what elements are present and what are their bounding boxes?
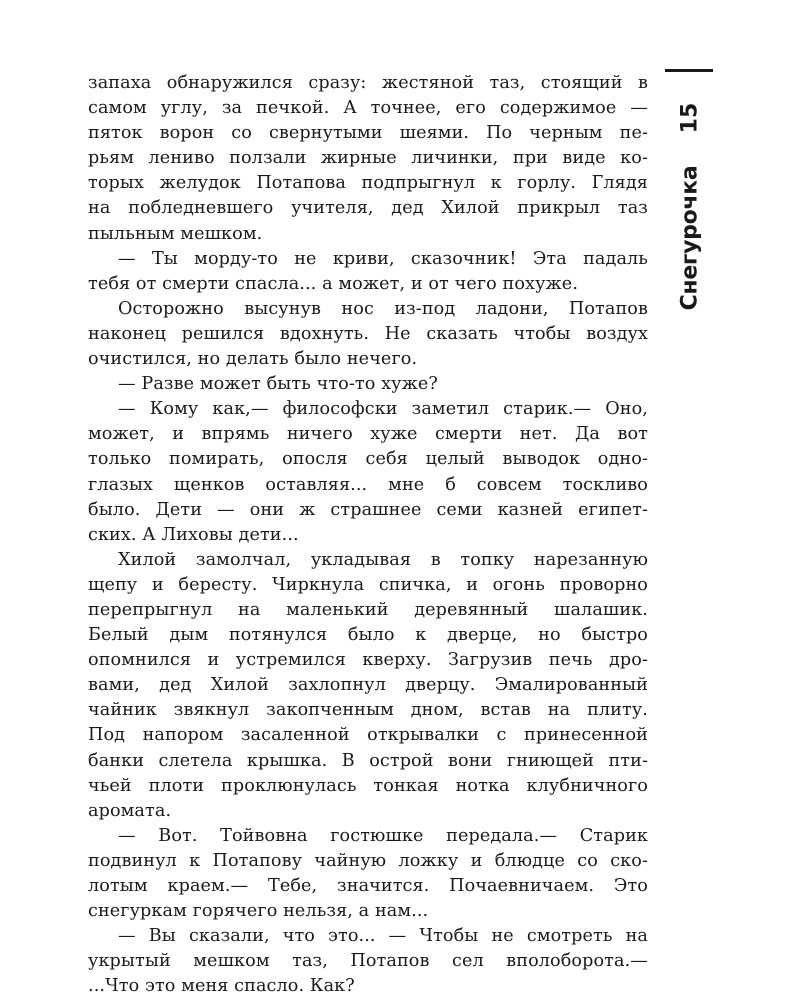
text-line: Под напором засаленной открывалки с принесенной [88,725,648,746]
text-line: пяток ворон со свернутыми шеями. По черным пе- [88,123,648,144]
text-line: на побледневшего учителя, дед Хилой прикрыл таз [88,198,648,219]
text-line: — Кому как,— философски заметил старик.— Оно, [118,399,648,420]
text-line: пыльным мешком. [88,223,263,244]
text-line: рьям лениво ползали жирные личинки, при виде ко- [88,148,648,169]
text-line: было. Дети — они ж страшнее семи казней египет- [88,499,648,520]
text-line: только помирать, опосля себя целый выводок одно- [88,449,648,470]
text-line: Осторожно высунув нос из-под ладони, Потапов [118,298,648,319]
text-line: — Вот. Тойвовна гостюшке передала.— Старик [118,825,648,846]
text-line: чьей плоти проклюнулась тонкая нотка клубничного [88,775,648,796]
running-head-rule [665,69,713,72]
text-line: — Вы сказали, что это... — Чтобы не смотреть на [118,926,648,947]
text-line: вами, дед Хилой захлопнул дверцу. Эмалированный [88,675,648,696]
text-line: ских. А Лиховы дети... [88,524,299,545]
body-text [88,71,648,999]
text-line: снегуркам горячего нельзя, а нам... [88,901,429,922]
text-line: — Ты морду-то не криви, сказочник! Эта падаль [118,248,648,269]
text-line: опомнился и устремился кверху. Загрузив печь дро- [88,650,648,671]
page-number: 15 [677,102,703,134]
text-line: наконец решился вдохнуть. Не сказать чтобы воздух [88,323,648,344]
text-line: банки слетела крышка. В острой вони гниющей пти- [88,750,648,771]
text-line: самом углу, за печкой. А точнее, его содержимое — [88,98,648,119]
text-line: щепу и бересту. Чиркнула спичка, и огонь проворно [88,574,648,595]
text-line: аромата. [88,800,172,821]
text-line: — Разве может быть что-то хуже? [118,374,438,395]
text-line: очистился, но делать было нечего. [88,349,418,370]
text-line: запаха обнаружился сразу: жестяной таз, стоящий в [88,73,648,93]
text-line: подвинул к Потапову чайную ложку и блюдце со ско- [88,850,648,871]
text-line: тебя от смерти спасла... а может, и от чего похуже. [88,273,579,294]
text-line: лотым краем.— Тебе, значится. Почаевничаем. Это [88,876,648,896]
running-head-title: Снегурочка [677,165,703,311]
text-line: чайник звякнул закопченным дном, встав на плиту. [88,700,648,721]
text-line: ...Что это меня спасло. Как? [88,976,355,997]
text-line: Белый дым потянулся было к дверце, но быстро [88,625,648,646]
text-line: может, и впрямь ничего хуже смерти нет. Да вот [88,424,648,445]
text-line: глазых щенков оставляя... мне б совсем тоскливо [88,474,648,495]
text-line: перепрыгнул на маленький деревянный шалашик. [88,599,648,620]
text-line: Хилой замолчал, укладывая в топку нарезанную [118,549,648,570]
text-line: укрытый мешком таз, Потапов сел вполоборота.— [88,951,648,972]
text-line: торых желудок Потапова подпрыгнул к горлу. Глядя [88,173,648,194]
